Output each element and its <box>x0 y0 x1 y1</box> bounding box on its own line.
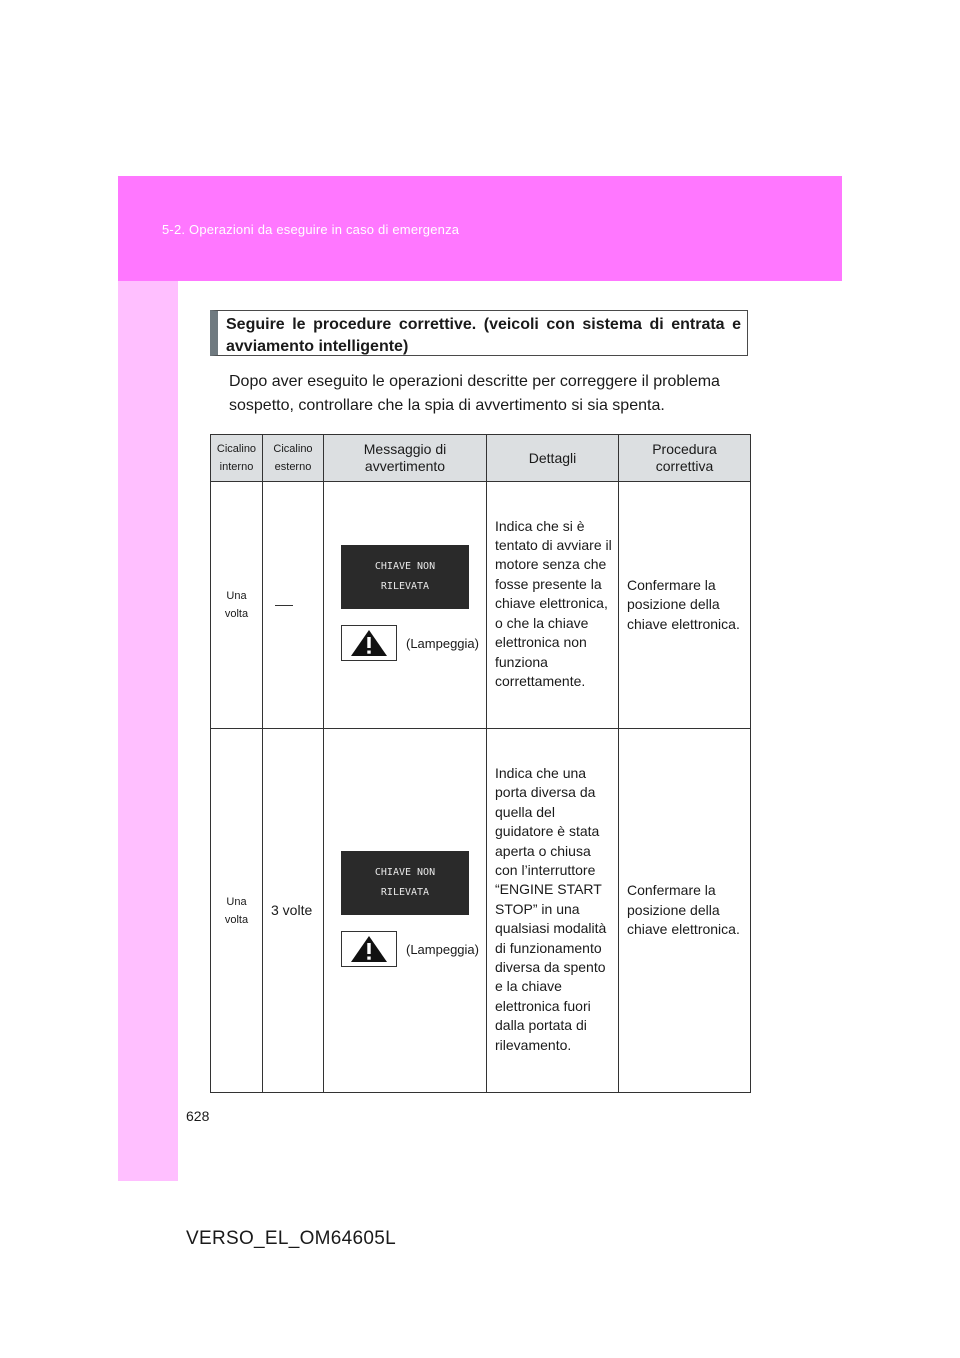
message-cell <box>324 729 487 1093</box>
header-procedure: Procedura correttiva <box>619 435 751 482</box>
procedure-cell: Confermare la posizione della chiave elettronica. <box>619 729 751 1093</box>
internal-buzzer-cell: Una volta <box>211 729 263 1093</box>
header-warning-message: Messaggio di avvertimento <box>324 435 487 482</box>
external-buzzer-cell: 3 volte <box>263 729 324 1093</box>
internal-buzzer-cell: Una volta <box>211 482 263 729</box>
warning-table <box>210 434 751 1093</box>
details-cell: Indica che si è tentato di avviare il motore senza che fosse presente la chiave elettronica, o che la chiave elettronica non funziona correttamente. <box>487 482 619 729</box>
procedure-cell: Confermare la posizione della chiave elettronica. <box>619 482 751 729</box>
warning-triangle-icon <box>349 628 389 658</box>
notice-box: Seguire le procedure correttive. (veicoli con sistema di entrata e avviamento intelligente) <box>210 310 748 356</box>
footer-code: VERSO_EL_OM64605L <box>186 1228 396 1249</box>
side-strip <box>118 281 178 1181</box>
details-cell: Indica che una porta diversa da quella del guidatore è stata aperta o chiusa con l’interruttore “ENGINE START STOP” in una qualsiasi modalità di funzionamento diversa da spento e la chiave elettronica fuori dalla portata di rilevamento. <box>487 729 619 1093</box>
header-band <box>118 176 842 281</box>
header-external-buzzer: Cicalino esterno <box>263 435 324 482</box>
flash-label: (Lampeggia) <box>406 941 479 957</box>
warning-icon-box <box>341 931 397 967</box>
warning-triangle-icon <box>349 934 389 964</box>
display-message: CHIAVE NON RILEVATA <box>341 545 469 609</box>
warning-icon-box <box>341 625 397 661</box>
table-header-row <box>211 435 751 482</box>
dash-mark <box>275 605 293 606</box>
message-cell <box>324 482 487 729</box>
page-number: 628 <box>186 1108 210 1124</box>
intro-paragraph: Dopo aver eseguito le operazioni descritte per correggere il problema sospetto, controllare che la spia di avvertimento si sia spenta. <box>229 373 720 414</box>
header-details: Dettagli <box>487 435 619 482</box>
flash-label: (Lampeggia) <box>406 636 479 651</box>
header-internal-buzzer: Cicalino interno <box>211 435 263 482</box>
external-buzzer-cell <box>263 482 324 729</box>
display-message: CHIAVE NON RILEVATA <box>341 851 469 915</box>
section-title: 5-2. Operazioni da eseguire in caso di emergenza <box>162 222 460 237</box>
table-row <box>211 729 751 1093</box>
table-row <box>211 482 751 729</box>
